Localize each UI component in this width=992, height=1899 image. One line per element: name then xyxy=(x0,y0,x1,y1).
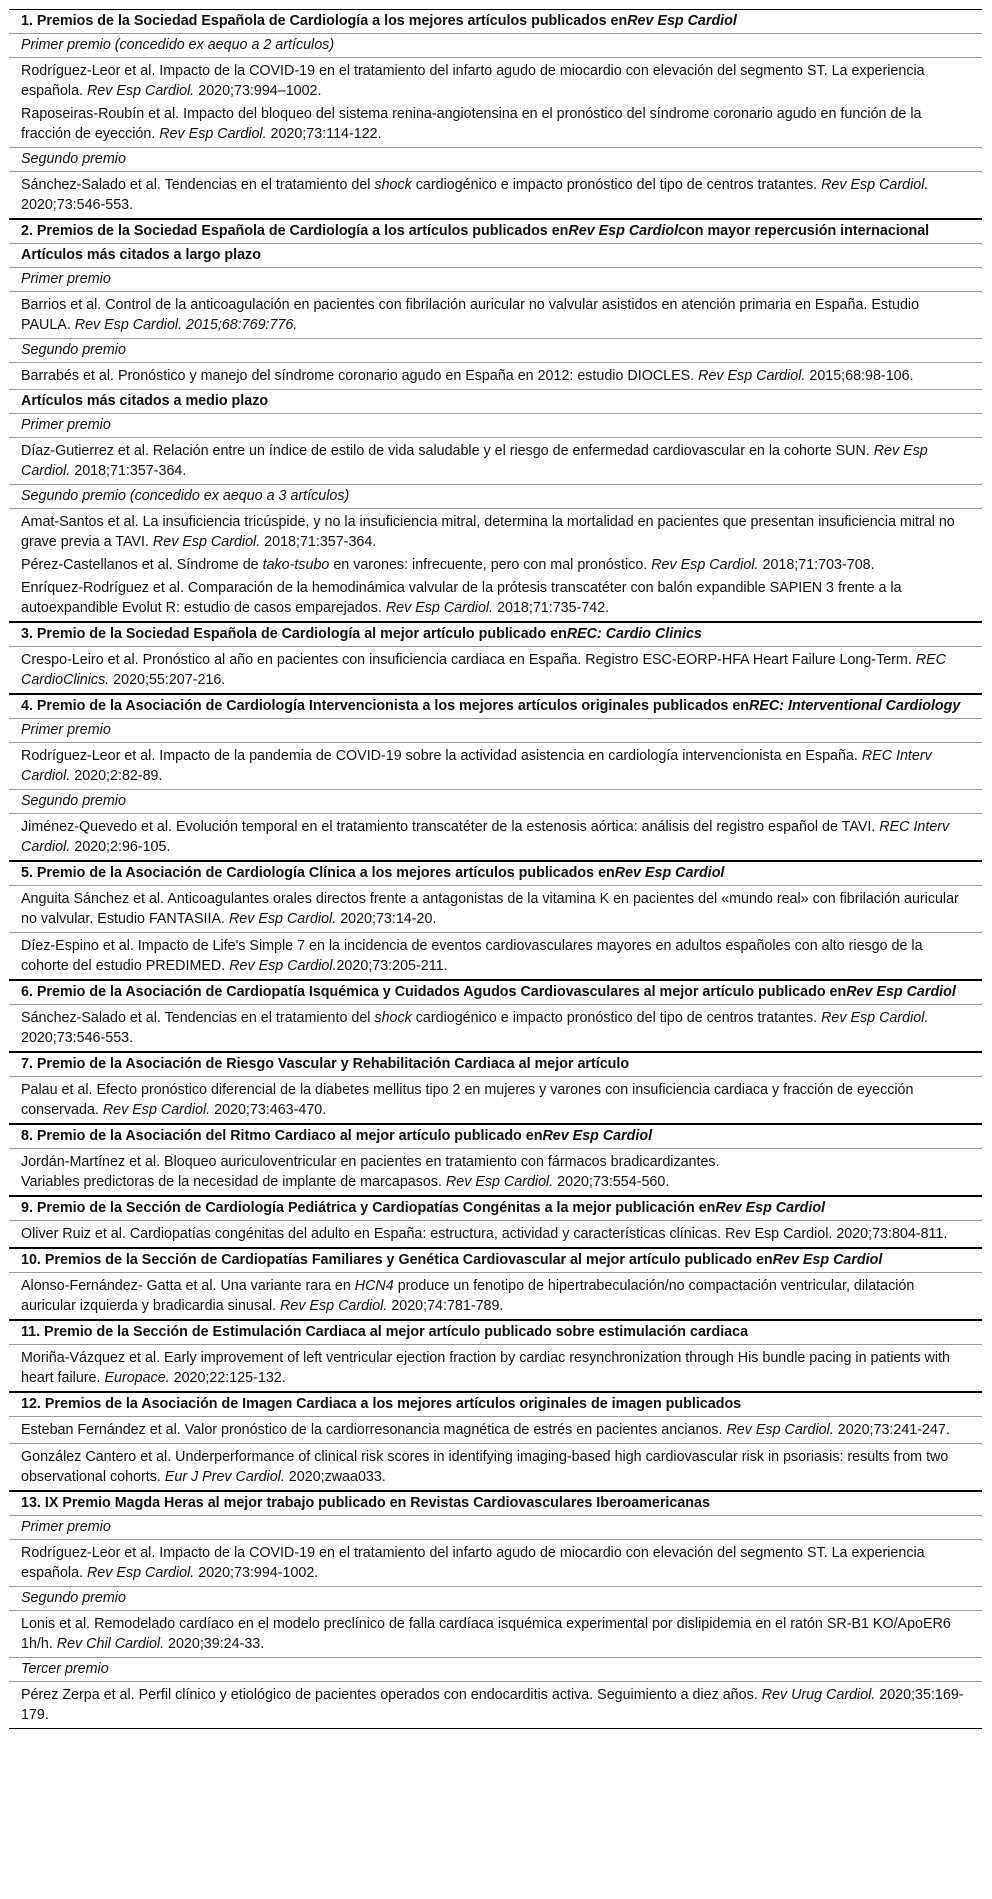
article-text: Díaz-Gutierrez et al. Relación entre un índice de estilo de vida saludable y el riesgo de enfermedad cardiovascular en la cohorte SUN. xyxy=(21,443,874,459)
article-journal: Eur J Prev Cardiol. xyxy=(164,1469,285,1485)
article-citation: 2018;71:703-708. xyxy=(758,557,875,573)
entries-cell xyxy=(9,362,982,389)
article-text: Jiménez-Quevedo et al. Evolución temporal en el tratamiento transcatéter de la estenosis aórtica: análisis del registro español de TAVI. xyxy=(21,819,880,835)
section-title xyxy=(9,1051,982,1076)
section-title-text: 5. Premio de la Asociación de Cardiología Clínica a los mejores artículos publicados en xyxy=(21,865,615,881)
article-entry xyxy=(21,553,970,576)
article-entry xyxy=(21,1006,970,1049)
article-citation: 2020;35:169-179. xyxy=(21,1687,964,1723)
entries-cell xyxy=(9,1610,982,1657)
article-journal: Rev Esp Cardiol. xyxy=(726,1422,834,1438)
article-text: Anguita Sánchez et al. Anticoagulantes orales directos frente a antagonistas de la vitamina K en pacientes del «mundo real» con fibrilación auricular no valvular. Estudio FANTASIIA. xyxy=(21,891,959,927)
section-title-journal: Rev Esp Cardiol xyxy=(627,13,737,29)
article-journal: Rev Esp Cardiol. xyxy=(821,177,929,193)
article-entry xyxy=(21,1150,970,1193)
article-citation: 2020;73:994-1002. xyxy=(194,1565,319,1581)
article-entry xyxy=(21,1346,970,1389)
article-citation: 2018;71:357-364. xyxy=(260,534,377,550)
article-journal: Rev Esp Cardiol. xyxy=(698,368,806,384)
article-entry xyxy=(21,576,970,619)
article-text: Palau et al. Efecto pronóstico diferencial de la diabetes mellitus tipo 2 en mujeres y varones con insuficiencia cardiaca y fracción de eyección conservada. xyxy=(21,1082,914,1118)
article-entry xyxy=(21,59,970,102)
article-text: Rodríguez-Leor et al. Impacto de la pandemia de COVID-19 sobre la actividad asistencia en cardiología intervencionista en España. xyxy=(21,748,862,764)
prize-label: Segundo premio xyxy=(9,789,982,813)
section-title xyxy=(9,1319,982,1344)
article-text: Pérez-Castellanos et al. Síndrome de xyxy=(21,557,263,573)
section-title-text: 9. Premio de la Sección de Cardiología Pediátrica y Cardiopatías Congénitas a la mejor publicación en xyxy=(21,1200,716,1216)
entries-cell xyxy=(9,1443,982,1490)
article-entry xyxy=(21,1078,970,1121)
prize-label: Segundo premio xyxy=(9,338,982,362)
article-citation: 2020;73:14-20. xyxy=(336,911,437,927)
section-title-text: 12. Premios de la Asociación de Imagen Cardiaca a los mejores artículos originales de imagen publicados xyxy=(21,1396,742,1412)
article-citation: 2020;22:125-132. xyxy=(169,1370,286,1386)
article-journal: Rev Esp Cardiol. xyxy=(821,1010,929,1026)
section-title xyxy=(9,1247,982,1272)
subsection-heading: Artículos más citados a largo plazo xyxy=(9,243,982,267)
article-journal: Rev Esp Cardiol. xyxy=(102,1102,211,1118)
prize-label: Segundo premio xyxy=(9,1586,982,1610)
entries-cell xyxy=(9,1148,982,1195)
article-entry xyxy=(21,1222,970,1245)
article-entry xyxy=(21,815,970,858)
entries-cell xyxy=(9,1272,982,1319)
section-title-journal: Rev Esp Cardiol xyxy=(568,223,679,239)
entries-cell xyxy=(9,1681,982,1728)
article-text: Raposeiras-Roubín et al. Impacto del bloqueo del sistema renina-angiotensina en el pronóstico del síndrome coronario agudo en función de la fracción de eyección. xyxy=(21,106,922,142)
entries-cell xyxy=(9,813,982,860)
section-title xyxy=(9,218,982,243)
article-journal: Rev Esp Cardiol. 2015;68:769:776. xyxy=(74,317,298,333)
entries-cell xyxy=(9,291,982,338)
article-entry xyxy=(21,293,970,336)
article-entry xyxy=(21,1445,970,1488)
article-journal: Rev Urug Cardiol. xyxy=(761,1687,876,1703)
section-title-journal: Rev Esp Cardiol xyxy=(772,1252,883,1268)
section-title-text: 10. Premios de la Sección de Cardiopatías Familiares y Genética Cardiovascular al mejor artículo publicado en xyxy=(21,1252,773,1268)
article-text: Alonso-Fernández- Gatta et al. Una variante rara en xyxy=(21,1278,355,1294)
section-title xyxy=(9,693,982,718)
article-entry xyxy=(21,439,970,482)
article-citation: 2020;55:207-216. xyxy=(109,672,226,688)
article-text: Oliver Ruiz et al. Cardiopatías congénitas del adulto en España: estructura, actividad y características clínicas. Rev Esp Cardiol. 2020;73:804-811. xyxy=(21,1226,948,1242)
article-journal: REC CardioClinics. xyxy=(21,652,946,688)
article-journal: Rev Esp Cardiol. xyxy=(228,911,337,927)
article-citation: 2020;73:241-247. xyxy=(833,1422,950,1438)
article-journal: Rev Chil Cardiol. xyxy=(56,1636,165,1652)
article-entry xyxy=(21,887,970,930)
section-title-text: 7. Premio de la Asociación de Riesgo Vascular y Rehabilitación Cardiaca al mejor artículo xyxy=(21,1056,630,1072)
article-entry xyxy=(21,1612,970,1655)
section-title-journal: REC: Interventional Cardiology xyxy=(749,698,961,714)
section-title xyxy=(9,10,982,33)
article-journal: Rev Esp Cardiol. xyxy=(21,443,928,479)
article-journal: Rev Esp Cardiol. xyxy=(86,1565,195,1581)
entries-cell xyxy=(9,437,982,484)
article-text: Rodríguez-Leor et al. Impacto de la COVID-19 en el tratamiento del infarto agudo de miocardio con elevación del segmento ST. La experiencia española. xyxy=(21,63,925,99)
article-citation: 2020;73:994–1002. xyxy=(194,83,322,99)
section-title xyxy=(9,1490,982,1515)
article-entry xyxy=(21,1418,970,1441)
section-title-journal: REC: Cardio Clinics xyxy=(566,626,702,642)
article-text: Enríquez-Rodríguez et al. Comparación de la hemodinámica valvular de la prótesis transcatéter con balón expandible SAPIEN 3 frente a la autoexpandible Evolut R: estudio de casos emparejados. xyxy=(21,580,902,616)
article-journal: Rev Esp Cardiol. xyxy=(152,534,261,550)
entries-cell xyxy=(9,932,982,979)
section-title xyxy=(9,1391,982,1416)
article-text: Rodríguez-Leor et al. Impacto de la COVID-19 en el tratamiento del infarto agudo de miocardio con elevación del segmento ST. La experiencia española. xyxy=(21,1545,925,1581)
section-title-text: 11. Premio de la Sección de Estimulación Cardiaca al mejor artículo publicado sobre estimulación cardiaca xyxy=(21,1324,749,1340)
article-citation: 2020;73:114-122. xyxy=(266,126,382,142)
article-italic-term: shock xyxy=(374,1010,412,1026)
article-text: Lonis et al. Remodelado cardíaco en el modelo preclínico de falla cardíaca isquémica experimental por dislipidemia en el ratón SR-B1 KO/ApoER6 1h/h. xyxy=(21,1616,951,1652)
article-italic-term: shock xyxy=(374,177,412,193)
article-text: González Cantero et al. Underperformance of clinical risk scores in identifying imaging-based high cardiovascular risk in psoriasis: results from two observational cohorts. xyxy=(21,1449,949,1485)
article-text-line2: Variables predictoras de la necesidad de implante de marcapasos. xyxy=(21,1174,446,1190)
entries-cell xyxy=(9,171,982,218)
section-title-text: 6. Premio de la Asociación de Cardiopatía Isquémica y Cuidados Agudos Cardiovasculares al mejor artículo publicado en xyxy=(21,984,847,1000)
article-entry xyxy=(21,744,970,787)
article-text-cont: cardiogénico e impacto pronóstico del tipo de centros tratantes. xyxy=(411,1010,822,1026)
section-title xyxy=(9,860,982,885)
section-title-text: 8. Premio de la Asociación del Ritmo Cardiaco al mejor artículo publicado en xyxy=(21,1128,543,1144)
prize-label: Primer premio (concedido ex aequo a 2 artículos) xyxy=(9,33,982,57)
entries-cell xyxy=(9,1416,982,1443)
article-text-cont: produce un fenotipo de hipertrabeculación/no compactación ventricular, dilatación auricular izquierda y bradicardia sinusal. xyxy=(21,1278,915,1314)
section-title-suffix: con mayor repercusión internacional xyxy=(678,223,930,239)
article-text: Esteban Fernández et al. Valor pronóstico de la cardiorresonancia magnética de estrés en pacientes ancianos. xyxy=(21,1422,727,1438)
article-journal: REC Interv Cardiol. xyxy=(21,748,932,784)
entries-cell xyxy=(9,1539,982,1586)
section-title-text: 1. Premios de la Sociedad Española de Cardiología a los mejores artículos publicados en xyxy=(21,13,628,29)
article-entry xyxy=(21,173,970,216)
article-journal: Rev Esp Cardiol. xyxy=(445,1174,554,1190)
entries-cell xyxy=(9,646,982,693)
article-text: Amat-Santos et al. La insuficiencia tricúspide, y no la insuficiencia mitral, determina la mortalidad en pacientes que presentan insuficiencia mitral no grave previa a TAVI. xyxy=(21,514,955,550)
article-italic-term: tako-tsubo xyxy=(262,557,330,573)
article-journal: Rev Esp Cardiol. xyxy=(385,600,494,616)
entries-cell xyxy=(9,508,982,621)
section-title-text: 13. IX Premio Magda Heras al mejor trabajo publicado en Revistas Cardiovasculares Iberoamericanas xyxy=(21,1495,710,1511)
section-title xyxy=(9,621,982,646)
entries-cell xyxy=(9,742,982,789)
article-journal: Rev Esp Cardiol. xyxy=(229,958,337,974)
article-entry xyxy=(21,648,970,691)
article-text: Jordán-Martínez et al. Bloqueo auriculoventricular en pacientes en tratamiento con fármacos bradicardizantes. xyxy=(21,1154,720,1170)
prize-label: Tercer premio xyxy=(9,1657,982,1681)
prize-label: Primer premio xyxy=(9,267,982,291)
article-citation: 2020;74:781-789. xyxy=(387,1298,504,1314)
article-citation: 2015;68:98-106. xyxy=(805,368,914,384)
article-journal: Europace. xyxy=(104,1370,170,1386)
section-title-journal: Rev Esp Cardiol xyxy=(846,984,956,1000)
subsection-heading: Artículos más citados a medio plazo xyxy=(9,389,982,413)
article-text: Sánchez-Salado et al. Tendencias en el tratamiento del xyxy=(21,177,375,193)
article-citation: 2020;39:24-33. xyxy=(164,1636,265,1652)
article-citation: 2020;73:546-553. xyxy=(21,197,134,213)
entries-cell xyxy=(9,57,982,147)
article-citation: 2020;73:463-470. xyxy=(210,1102,327,1118)
article-text-cont: en varones: infrecuente, pero con mal pronóstico. xyxy=(329,557,652,573)
article-entry xyxy=(21,364,970,387)
section-title-text: 4. Premio de la Asociación de Cardiología Intervencionista a los mejores artículos originales publicados en xyxy=(21,698,750,714)
article-citation: 2018;71:357-364. xyxy=(70,463,187,479)
article-citation: 2020;2:96-105. xyxy=(70,839,171,855)
article-journal: Rev Esp Cardiol. xyxy=(280,1298,388,1314)
entries-cell xyxy=(9,1076,982,1123)
section-title xyxy=(9,1123,982,1148)
prize-label: Segundo premio (concedido ex aequo a 3 artículos) xyxy=(9,484,982,508)
article-citation: 2020;73:546-553. xyxy=(21,1030,134,1046)
prize-label: Primer premio xyxy=(9,413,982,437)
article-journal: Rev Esp Cardiol. xyxy=(159,126,267,142)
entries-cell xyxy=(9,1220,982,1247)
article-entry xyxy=(21,1683,970,1726)
article-citation: 2020;zwaa033. xyxy=(284,1469,386,1485)
article-citation: 2020;73:554-560. xyxy=(553,1174,670,1190)
prize-label: Primer premio xyxy=(9,718,982,742)
article-citation: 2020;2:82-89. xyxy=(70,768,163,784)
awards-table xyxy=(9,9,982,1729)
article-entry xyxy=(21,1541,970,1584)
article-text: Barrabés et al. Pronóstico y manejo del síndrome coronario agudo en España en 2012: estudio DIOCLES. xyxy=(21,368,699,384)
article-text: Pérez Zerpa et al. Perfil clínico y etiológico de pacientes operados con endocarditis activa. Seguimiento a diez años. xyxy=(21,1687,762,1703)
article-journal: REC Interv Cardiol. xyxy=(21,819,950,855)
article-text: Crespo-Leiro et al. Pronóstico al año en pacientes con insuficiencia cardiaca en España. Registro ESC-EORP-HFA Heart Failure Long-Term. xyxy=(21,652,916,668)
entries-cell xyxy=(9,1004,982,1051)
section-title-journal: Rev Esp Cardiol xyxy=(542,1128,653,1144)
article-text: Moriña-Vázquez et al. Early improvement of left ventricular ejection fraction by cardiac resynchronization through His bundle pacing in patients with heart failure. xyxy=(21,1350,950,1386)
article-entry xyxy=(21,1274,970,1317)
article-italic-term: HCN4 xyxy=(354,1278,394,1294)
article-journal: Rev Esp Cardiol. xyxy=(86,83,195,99)
section-title xyxy=(9,979,982,1004)
section-title-journal: Rev Esp Cardiol xyxy=(614,865,725,881)
article-entry xyxy=(21,102,970,145)
prize-label: Primer premio xyxy=(9,1515,982,1539)
article-journal: Rev Esp Cardiol. xyxy=(651,557,759,573)
article-citation: 2018;71:735-742. xyxy=(493,600,610,616)
article-text: Barrios et al. Control de la anticoagulación en pacientes con fibrilación auricular no valvular asistidos en atención primaria en España. Estudio PAULA. xyxy=(21,297,920,333)
section-title-text: 2. Premios de la Sociedad Española de Cardiología a los artículos publicados en xyxy=(21,223,569,239)
entries-cell xyxy=(9,885,982,932)
article-entry xyxy=(21,510,970,553)
article-citation: 2020;73:205-211. xyxy=(336,958,448,974)
section-title xyxy=(9,1195,982,1220)
article-text-cont: cardiogénico e impacto pronóstico del tipo de centros tratantes. xyxy=(411,177,822,193)
article-text: Sánchez-Salado et al. Tendencias en el tratamiento del xyxy=(21,1010,375,1026)
entries-cell xyxy=(9,1344,982,1391)
article-text: Díez-Espino et al. Impacto de Life's Simple 7 en la incidencia de eventos cardiovasculares mayores en adultos españoles con alto riesgo de la cohorte del estudio PREDIMED. xyxy=(21,938,923,974)
article-entry xyxy=(21,934,970,977)
section-title-journal: Rev Esp Cardiol xyxy=(715,1200,826,1216)
prize-label: Segundo premio xyxy=(9,147,982,171)
section-title-text: 3. Premio de la Sociedad Española de Cardiología al mejor artículo publicado en xyxy=(21,626,567,642)
